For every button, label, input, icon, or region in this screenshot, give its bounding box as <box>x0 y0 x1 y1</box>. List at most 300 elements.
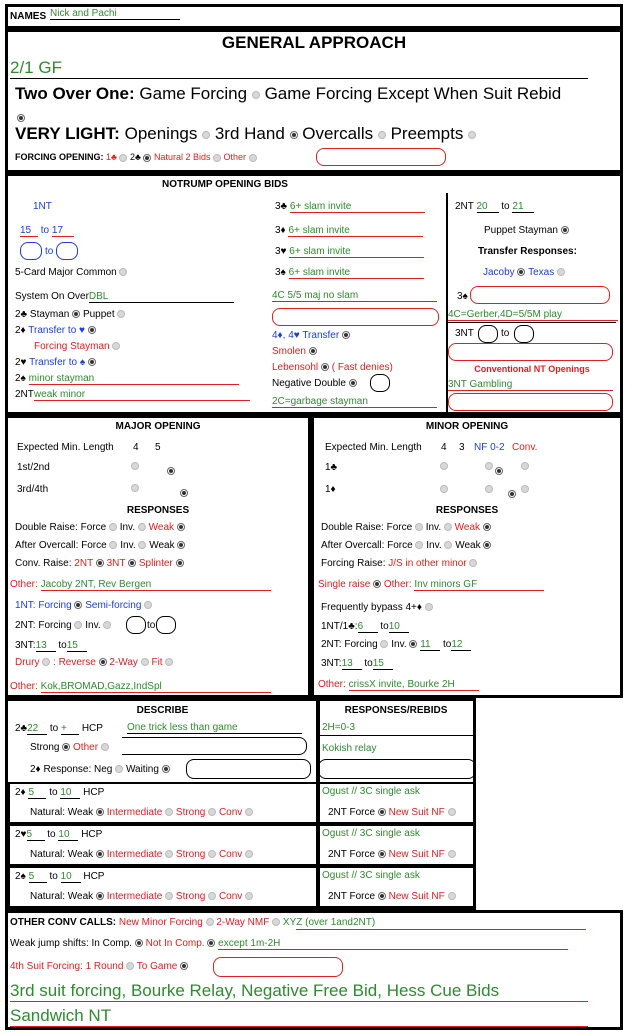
s3-row <box>275 267 424 279</box>
minor-dr-force-radio[interactable] <box>415 523 423 531</box>
nmf-radio[interactable] <box>206 918 214 926</box>
nt3r-field[interactable] <box>448 343 613 361</box>
c4-field[interactable]: 4C 5/5 maj no slam <box>272 290 437 302</box>
minor-ao-inv-label: Inv. <box>426 540 442 551</box>
major-nt2-label: 2NT: Forcing <box>15 620 72 631</box>
minor-nt2-from[interactable]: 11 <box>420 639 440 651</box>
major-semi-radio[interactable] <box>144 601 152 609</box>
minor-nt2-inv-label: Inv. <box>391 639 407 650</box>
d4h4-row <box>272 330 350 341</box>
nt1-range2-from[interactable] <box>20 242 42 260</box>
except-field[interactable]: except 1m-2H <box>218 938 568 950</box>
w2d-weak-radio[interactable] <box>96 808 104 816</box>
major-dr-inv-radio[interactable] <box>138 523 146 531</box>
w2s-strong-radio[interactable] <box>208 892 216 900</box>
minor-nt2-to[interactable]: 12 <box>451 639 471 651</box>
c3-field[interactable]: 6+ slam invite <box>290 201 425 213</box>
major-splinter-radio[interactable] <box>176 559 184 567</box>
major-nt3-from[interactable]: 13 <box>36 640 56 652</box>
w2d-to-word: to <box>49 787 58 798</box>
major-drury-row <box>15 657 173 668</box>
nt1-to[interactable]: 17 <box>52 225 74 237</box>
third-hand-radio[interactable] <box>290 131 298 139</box>
minor-r1-conv-radio[interactable] <box>521 462 529 470</box>
major-nt2-to-word: to <box>147 620 156 631</box>
gf-except-radio[interactable] <box>17 114 25 122</box>
minor-nt3-label: 3NT: <box>321 658 342 669</box>
smolen-radio[interactable] <box>309 347 317 355</box>
major-ao-row <box>15 540 185 551</box>
major-exp-row <box>17 442 114 453</box>
minor-nt2-force-radio[interactable] <box>380 640 388 648</box>
five-card-row <box>15 267 127 278</box>
minor-other2-label: Other: <box>318 679 346 690</box>
jacoby-label: Jacoby <box>483 267 515 278</box>
puppet-radio[interactable] <box>117 310 125 318</box>
wjs-comp-radio[interactable] <box>135 939 143 947</box>
fsf-field[interactable] <box>213 957 343 977</box>
c3-row <box>275 201 425 213</box>
desc-c2-desc[interactable]: One trick less than game <box>127 722 302 734</box>
major-nt2-inv-radio[interactable] <box>103 621 111 629</box>
natural-2-radio[interactable] <box>213 154 221 162</box>
nt1-from[interactable]: 15 <box>20 225 38 237</box>
names-field[interactable]: Nick and Pachi <box>50 8 180 20</box>
minor-nt2-label: 2NT: Forcing <box>321 639 378 650</box>
notrump-title: NOTRUMP OPENING BIDS <box>162 179 288 190</box>
desc-c2-from[interactable]: 22 <box>27 723 47 735</box>
rebid-r2-field[interactable] <box>318 759 476 779</box>
w2d-inter-radio[interactable] <box>165 808 173 816</box>
fo-other-radio[interactable] <box>249 154 257 162</box>
d2-row <box>15 325 96 336</box>
w2s-from[interactable]: 5 <box>29 871 47 883</box>
minor-dr-weak-label: Weak <box>454 522 481 533</box>
minor-nt1-to[interactable]: 10 <box>389 621 409 633</box>
nt2-field[interactable]: weak minor <box>34 389 250 401</box>
w2s-to[interactable]: 10 <box>61 871 81 883</box>
major-r1-4-radio[interactable] <box>131 462 139 470</box>
w2d-strong-radio[interactable] <box>208 808 216 816</box>
w2s-weak-radio[interactable] <box>96 892 104 900</box>
major-conv-3nt-label: 3NT <box>106 558 126 569</box>
minor-js-radio[interactable] <box>469 559 477 567</box>
preempts-radio[interactable] <box>468 131 476 139</box>
wjs-label: Weak jump shifts: In Comp. <box>10 938 133 949</box>
minor-dr-row <box>321 522 491 533</box>
w2h-nt2f-radio[interactable] <box>378 850 386 858</box>
other-conv-big1[interactable]: 3rd suit forcing, Bourke Relay, Negative Free Bid, Hess Cue Bids <box>10 981 588 1002</box>
w2h-nt2f-label: 2NT Force <box>328 849 376 860</box>
s3-field[interactable]: 6+ slam invite <box>289 267 424 279</box>
notcomp-radio[interactable] <box>207 939 215 947</box>
desc-other-radio[interactable] <box>101 743 109 751</box>
reverse-radio[interactable] <box>99 658 107 666</box>
conv-nt-label: Conventional NT Openings <box>474 364 590 374</box>
major-dr-row <box>15 522 185 533</box>
fsf-radio[interactable] <box>126 962 134 970</box>
major-conv-2nt-label: 2NT <box>74 558 94 569</box>
minor-other2-field[interactable]: crissX invite, Bourke 2H <box>349 679 479 691</box>
w2d-ogust[interactable]: Ogust // 3C single ask <box>322 786 420 797</box>
minor-dr-inv-label: Inv. <box>425 522 442 533</box>
stayman-row <box>15 309 125 320</box>
nt2-row <box>15 389 250 401</box>
major-dr-weak-radio[interactable] <box>177 523 185 531</box>
minor-exp-label: Expected Min. Length <box>325 442 422 453</box>
major-ao-weak-radio[interactable] <box>177 541 185 549</box>
forcing-stayman-label: Forcing Stayman <box>34 341 110 352</box>
texas-radio[interactable] <box>557 268 565 276</box>
w2h-ogust[interactable]: Ogust // 3C single ask <box>322 828 420 839</box>
d4h4-radio[interactable] <box>342 331 350 339</box>
w2h-inter-radio[interactable] <box>165 850 173 858</box>
names-label: NAMES <box>10 11 47 22</box>
major-ao-label: After Overcall: Force <box>15 540 107 551</box>
five-card-radio[interactable] <box>119 268 127 276</box>
fo-other-label: Other <box>223 152 247 162</box>
w2s-strong-label: Strong <box>175 891 206 902</box>
major-resp-title: RESPONSES <box>126 505 190 516</box>
minor-nt3-from[interactable]: 13 <box>342 658 362 670</box>
minor-section <box>311 415 623 698</box>
minor-colconv: Conv. <box>512 442 538 453</box>
desc-neg-radio[interactable] <box>115 765 123 773</box>
drury-radio[interactable] <box>42 658 50 666</box>
w2h-inter-label: Intermediate <box>106 849 163 860</box>
notcomp-label: Not In Comp. <box>145 938 205 949</box>
transfer-s-radio[interactable] <box>88 358 96 366</box>
transfer-s-label: Transfer to ♠ <box>29 357 86 368</box>
s2-label: 2♠ <box>15 373 26 384</box>
nt1-label: 1NT <box>33 201 52 212</box>
major-r1-label: 1st/2nd <box>17 462 50 473</box>
nt2r-to-word: to <box>501 201 510 212</box>
nt1-range2-to[interactable] <box>56 242 78 260</box>
two-over-one-label: Two Over One: <box>15 84 135 103</box>
major-nt1-radio[interactable] <box>74 601 82 609</box>
togame-radio[interactable] <box>180 962 188 970</box>
describe-title: DESCRIBE <box>136 705 189 716</box>
minor-bypass-radio[interactable] <box>425 603 433 611</box>
desc-other-field[interactable] <box>122 737 307 755</box>
overcalls-radio[interactable] <box>378 131 386 139</box>
puppet-stayman-row <box>484 225 569 236</box>
desc-strong-row <box>30 742 109 753</box>
transfer-h-radio[interactable] <box>88 326 96 334</box>
transfer-resp-label: Transfer Responses: <box>478 246 577 257</box>
drury-label: Drury <box>15 657 40 668</box>
w2s-rebid-row <box>328 891 456 902</box>
gf-radio[interactable] <box>252 91 260 99</box>
minor-dr-weak-radio[interactable] <box>483 523 491 531</box>
major-nt2-row <box>15 620 111 631</box>
five-card-label: 5-Card Major Common <box>15 267 117 278</box>
w2s-natural-label: Natural: Weak <box>30 891 94 902</box>
w2s-label: 2♠ <box>15 871 26 882</box>
minor-nt1-from[interactable]: 6 <box>358 621 378 633</box>
minor-nt2-row <box>321 639 471 651</box>
major-other2-field[interactable]: Kok,BROMAD,Gazz,IndSpl <box>41 681 271 693</box>
minor-js-label: J/S in other minor <box>388 558 467 569</box>
nt1-to-word: to <box>40 225 50 236</box>
openings-label: Openings <box>124 124 198 143</box>
togame-label: To Game <box>136 961 178 972</box>
w2s-newsuit-radio[interactable] <box>448 892 456 900</box>
w2h-to[interactable]: 10 <box>58 829 78 841</box>
nt3r-label: 3NT <box>455 328 474 339</box>
w2s-nt2f-label: 2NT Force <box>328 891 376 902</box>
w2d-natural-row <box>30 807 253 818</box>
system-over-label: System On Over <box>15 291 89 302</box>
w2s-conv-radio[interactable] <box>245 892 253 900</box>
minor-nt3-to-word: to <box>364 658 373 669</box>
negdbl-radio[interactable] <box>349 379 357 387</box>
transfer-h-label: Transfer to ♥ <box>28 325 85 336</box>
minor-r1-4-radio[interactable] <box>440 462 448 470</box>
w2d-nt2f-radio[interactable] <box>378 808 386 816</box>
fo-other-field[interactable] <box>316 148 446 166</box>
fo-2c-radio[interactable] <box>143 154 151 162</box>
major-exp-label: Expected Min. Length <box>17 442 114 453</box>
minor-single-row <box>318 579 544 591</box>
texas-label: Texas <box>528 267 555 278</box>
major-dr-force-radio[interactable] <box>109 523 117 531</box>
fo-1c-radio[interactable] <box>119 154 127 162</box>
major-conv-label: Conv. Raise: <box>15 558 72 569</box>
w2d-row <box>15 787 104 799</box>
minor-ao-weak-radio[interactable] <box>483 541 491 549</box>
w2d-conv-label: Conv <box>218 807 243 818</box>
desc-c2-row <box>15 723 103 735</box>
rebids-title: RESPONSES/REBIDS <box>344 705 448 716</box>
system-over-field[interactable]: DBL <box>89 291 234 303</box>
puppet-label: Puppet <box>82 309 115 320</box>
desc-c2-to[interactable]: + <box>61 723 79 735</box>
forcing-opening-row <box>15 152 257 162</box>
major-other-label: Other: <box>10 579 38 590</box>
minor-nt2-inv-radio[interactable] <box>409 640 417 648</box>
minor-other2-row <box>318 679 479 691</box>
rebid-r2[interactable]: Kokish relay <box>322 743 377 754</box>
nt1-range2-to-word: to <box>45 246 54 257</box>
major-r2-4-radio[interactable] <box>131 484 139 492</box>
other-conv-line1 <box>296 929 586 930</box>
major-conv-3nt-radio[interactable] <box>128 559 136 567</box>
desc-waiting-field[interactable] <box>186 759 311 779</box>
w2d-conv-radio[interactable] <box>245 808 253 816</box>
desc-c2-label: 2♣ <box>15 723 28 734</box>
minor-r2-3-radio[interactable] <box>508 490 516 498</box>
major-col4: 4 <box>133 442 139 453</box>
major-ao-inv-radio[interactable] <box>138 541 146 549</box>
twoway-nmf-radio[interactable] <box>272 918 280 926</box>
very-light-row <box>15 124 476 144</box>
minor-colnf: NF 0-2 <box>474 442 505 453</box>
w2s-nt2f-radio[interactable] <box>378 892 386 900</box>
w2h-newsuit-radio[interactable] <box>448 850 456 858</box>
desc-strong-radio[interactable] <box>62 743 70 751</box>
minor-r1-nf-radio[interactable] <box>485 462 493 470</box>
d3-row <box>275 225 423 237</box>
minor-r2-4-radio[interactable] <box>440 485 448 493</box>
minor-r1-label: 1♣ <box>325 462 338 473</box>
other-conv-label: OTHER CONV CALLS: <box>10 917 117 928</box>
minor-ao-weak-label: Weak <box>455 540 481 551</box>
w2s-newsuit-label: New Suit NF <box>388 891 445 902</box>
nt2-label: 2NT <box>15 389 34 400</box>
gerber-field[interactable]: 4C=Gerber,4D=5/5M play <box>448 309 618 321</box>
openings-radio[interactable] <box>202 131 210 139</box>
major-nt2-to[interactable] <box>156 616 176 634</box>
w2h-rebid-row <box>328 849 456 860</box>
reverse-label: : Reverse <box>53 657 96 668</box>
major-nt2-force-radio[interactable] <box>74 621 82 629</box>
nt3r-from[interactable] <box>478 325 498 343</box>
major-other2-row <box>10 681 271 693</box>
twoway-nmf-label: 2-Way NMF <box>216 917 270 928</box>
s3r-field[interactable] <box>470 286 610 304</box>
c4-extra-field[interactable] <box>272 308 439 326</box>
fsf-row <box>10 961 188 972</box>
nt2r-from[interactable]: 20 <box>477 201 499 213</box>
w2h-conv-radio[interactable] <box>245 850 253 858</box>
nt3r-to[interactable] <box>514 325 534 343</box>
d3-field[interactable]: 6+ slam invite <box>288 225 423 237</box>
d3-label: 3♦ <box>275 225 286 236</box>
minor-nt3-row <box>321 658 393 670</box>
lebensohl-label: Lebensohl <box>272 362 319 373</box>
twoway-radio[interactable] <box>141 658 149 666</box>
third-hand-label: 3rd Hand <box>214 124 285 143</box>
minor-ao-force-radio[interactable] <box>415 541 423 549</box>
fast-label: ( Fast denies) <box>331 362 393 373</box>
system-field[interactable]: 2/1 GF <box>10 58 588 79</box>
c2garb-field[interactable]: 2C=garbage stayman <box>272 396 437 408</box>
w2h-from[interactable]: 5 <box>27 829 45 841</box>
w2h-strong-label: Strong <box>175 849 206 860</box>
d2-label: 2♦ <box>15 325 26 336</box>
nt2-range <box>455 201 534 213</box>
minor-ao-label: After Overcall: Force <box>321 540 413 551</box>
minor-other-field[interactable]: Inv minors GF <box>414 579 544 591</box>
minor-nt2-to-word: to <box>442 639 452 650</box>
desc-c2-hcp: HCP <box>81 723 103 734</box>
minor-r2-conv-radio[interactable] <box>521 485 529 493</box>
minor-fr-label: Forcing Raise: <box>321 558 386 569</box>
major-nt3-to[interactable]: 15 <box>67 640 87 652</box>
minor-r2-nf-radio[interactable] <box>485 485 493 493</box>
major-other2-label: Other: <box>10 681 38 692</box>
minor-col4: 4 <box>441 442 447 453</box>
forcing-stayman-row <box>34 341 120 352</box>
fsf-label: 4th Suit Forcing: 1 Round <box>10 961 124 972</box>
rebid-r1-line <box>319 735 474 736</box>
major-conv-row <box>15 558 184 569</box>
h3-field[interactable]: 6+ slam invite <box>289 246 424 258</box>
major-r2-5-radio[interactable] <box>180 489 188 497</box>
fit-radio[interactable] <box>165 658 173 666</box>
w2h-newsuit-label: New Suit NF <box>388 849 445 860</box>
minor-resp-title: RESPONSES <box>435 505 499 516</box>
stayman-radio[interactable] <box>72 310 80 318</box>
w2d-to[interactable]: 10 <box>60 787 80 799</box>
jacoby-radio[interactable] <box>517 268 525 276</box>
desc-waiting-radio[interactable] <box>162 765 170 773</box>
minor-other-label: Other: <box>383 579 412 590</box>
major-section <box>5 415 311 698</box>
major-ao-force-radio[interactable] <box>109 541 117 549</box>
w2d-from[interactable]: 5 <box>28 787 46 799</box>
forcing-stayman-radio[interactable] <box>112 342 120 350</box>
s2-field[interactable]: minor stayman <box>29 373 239 385</box>
other-conv-row <box>10 917 375 928</box>
negdbl-row <box>272 378 357 389</box>
nt2r-to[interactable]: 21 <box>512 201 534 213</box>
wjs-row <box>10 938 568 950</box>
w2s-hcp: HCP <box>83 871 105 882</box>
major-ao-inv-label: Inv. <box>120 540 136 551</box>
minor-ao-inv-radio[interactable] <box>444 541 452 549</box>
major-col5: 5 <box>155 442 161 453</box>
lebensohl-row <box>272 362 393 373</box>
puppet-stayman-radio[interactable] <box>561 226 569 234</box>
desc-waiting-label: Waiting <box>125 764 159 775</box>
rebid-r1[interactable]: 2H=0-3 <box>322 722 356 733</box>
minor-fr-row <box>321 558 477 569</box>
general-title: GENERAL APPROACH <box>221 33 407 52</box>
w2s-inter-radio[interactable] <box>165 892 173 900</box>
xyz-label: XYZ (over 1and2NT) <box>282 917 376 928</box>
minor-col3: 3 <box>459 442 465 453</box>
other-conv-big2[interactable]: Sandwich NT <box>10 1006 588 1027</box>
lebensohl-radio[interactable] <box>321 363 329 371</box>
minor-dr-inv-radio[interactable] <box>444 523 452 531</box>
desc-c2-to-word: to <box>49 723 59 734</box>
w2d-inter-label: Intermediate <box>106 807 163 818</box>
w2d-label: 2♦ <box>15 787 26 798</box>
conv-nt-extra-field[interactable] <box>448 393 613 411</box>
w2h-weak-radio[interactable] <box>96 850 104 858</box>
w2h-to-word: to <box>47 829 56 840</box>
major-nt2-from[interactable] <box>126 616 146 634</box>
major-nt3-label: 3NT: <box>15 640 36 651</box>
w2d-rebid-row <box>328 807 456 818</box>
major-nt1-label: 1NT: Forcing <box>15 600 72 611</box>
minor-bypass-row <box>321 602 433 613</box>
w2s-ogust[interactable]: Ogust // 3C single ask <box>322 870 420 881</box>
negdbl-field[interactable] <box>370 374 390 392</box>
w2h-strong-radio[interactable] <box>208 850 216 858</box>
minor-nt3-to[interactable]: 15 <box>373 658 393 670</box>
w2d-newsuit-radio[interactable] <box>448 808 456 816</box>
desc-strong-label: Strong <box>30 742 60 753</box>
major-other-field[interactable]: Jacoby 2NT, Rev Bergen <box>41 579 271 591</box>
preempts-label: Preempts <box>390 124 464 143</box>
s3r-label: 3♠ <box>457 291 468 302</box>
major-conv-2nt-radio[interactable] <box>96 559 104 567</box>
w2h-hcp: HCP <box>81 829 103 840</box>
minor-single-radio[interactable] <box>373 580 381 588</box>
w2h-natural-row <box>30 849 253 860</box>
minor-title: MINOR OPENING <box>425 421 509 432</box>
stayman-label: Stayman <box>29 309 70 320</box>
major-dr-inv-label: Inv. <box>119 522 136 533</box>
c2-label: 2♣ <box>15 309 28 320</box>
s3-label: 3♠ <box>275 267 286 278</box>
nt3-gambling-field[interactable]: 3NT Gambling <box>448 379 613 391</box>
h3-row <box>275 246 424 258</box>
